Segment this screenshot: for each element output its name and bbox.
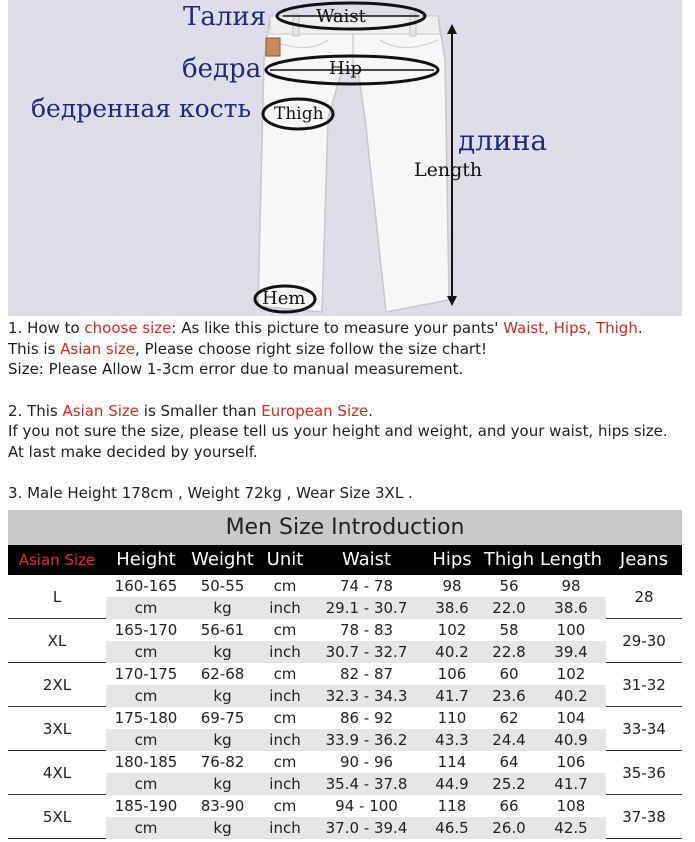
cell-hips-cm: 98: [442, 577, 462, 595]
cell-size: XL: [47, 631, 67, 650]
cell-waist-inch: 37.0 - 39.4: [325, 819, 408, 837]
cell-weight: 50-55: [200, 577, 245, 595]
cell-waist-cm: 94 - 100: [335, 797, 398, 815]
cell-unit-inch: inch: [269, 731, 301, 749]
cell-unit-cm: cm: [273, 621, 297, 639]
cell-hips-cm: 106: [437, 665, 467, 683]
cell-size: 3XL: [42, 719, 72, 738]
header-length: Length: [539, 549, 603, 570]
cell-unit-cm: cm: [273, 753, 297, 771]
note-highlight: Asian Size: [62, 401, 140, 420]
cell-hips-inch: 44.9: [435, 775, 469, 793]
cell-weight-unit: kg: [213, 731, 232, 749]
cell-thigh-cm: 58: [499, 621, 519, 639]
cell-unit-cm: cm: [273, 709, 297, 727]
note-text: .: [368, 401, 374, 420]
cell-jeans: 33-34: [622, 719, 666, 738]
cell-length-inch: 39.4: [554, 643, 588, 661]
note-text: is Smaller than: [139, 401, 262, 420]
cell-hips-inch: 43.3: [435, 731, 469, 749]
size-chart-table: [8, 510, 682, 839]
cell-height: 165-170: [114, 621, 178, 639]
cell-waist-cm: 82 - 87: [339, 665, 394, 683]
header-thigh: Thigh: [483, 549, 535, 570]
cell-height: 160-165: [114, 577, 178, 595]
header-asian-size: Asian Size: [18, 551, 96, 569]
cell-hips-cm: 118: [437, 797, 467, 815]
cell-height-unit: cm: [134, 775, 158, 793]
cell-length-inch: 40.9: [554, 731, 588, 749]
cell-waist-inch: 33.9 - 36.2: [325, 731, 408, 749]
header-unit: Unit: [266, 549, 304, 570]
table-row: [8, 663, 682, 707]
cell-thigh-inch: 25.2: [492, 775, 526, 793]
header-waist: Waist: [341, 549, 392, 570]
cell-thigh-cm: 56: [499, 577, 519, 595]
cell-unit-cm: cm: [273, 577, 297, 595]
cell-length-cm: 104: [556, 709, 586, 727]
cell-waist-inch: 30.7 - 32.7: [325, 643, 408, 661]
cell-weight: 62-68: [200, 665, 245, 683]
note-line-5: If you not sure the size, please tell us your height and weight, and your waist, hips size.: [8, 422, 668, 440]
table-row: [8, 795, 682, 839]
cell-unit-cm: cm: [273, 797, 297, 815]
cell-thigh-cm: 60: [499, 665, 519, 683]
note-text: , Please choose right size follow the size chart!: [134, 339, 487, 358]
cell-size: 5XL: [42, 807, 72, 826]
cell-weight-unit: kg: [213, 687, 232, 705]
label-waist-en: Waist: [316, 6, 366, 27]
cell-hips-inch: 40.2: [435, 643, 469, 661]
cell-size: 4XL: [42, 763, 72, 782]
cell-height-unit: cm: [134, 687, 158, 705]
cell-thigh-inch: 24.4: [492, 731, 526, 749]
size-notes: [8, 318, 688, 504]
cell-waist-inch: 35.4 - 37.8: [325, 775, 408, 793]
note-line-2: [8, 339, 688, 360]
cell-unit-inch: inch: [269, 599, 301, 617]
cell-hips-cm: 102: [437, 621, 467, 639]
pants-measurement-illustration: [8, 0, 682, 316]
cell-hips-inch: 38.6: [435, 599, 469, 617]
table-row: [8, 751, 682, 795]
header-height: Height: [116, 549, 176, 570]
label-thigh-en: Thigh: [274, 104, 324, 124]
label-hip-en: Hip: [329, 58, 362, 79]
table-header: [8, 545, 682, 575]
cell-thigh-inch: 22.8: [492, 643, 526, 661]
cell-jeans: 28: [634, 587, 654, 606]
cell-hips-cm: 110: [437, 709, 467, 727]
cell-height-unit: cm: [134, 819, 158, 837]
cell-unit-inch: inch: [269, 775, 301, 793]
cell-height: 180-185: [114, 753, 178, 771]
cell-unit-inch: inch: [269, 819, 301, 837]
table-body: [8, 575, 682, 839]
note-text: .: [637, 319, 643, 337]
cell-height-unit: cm: [134, 731, 158, 749]
table-row: [8, 619, 682, 663]
cell-waist-cm: 90 - 96: [339, 753, 394, 771]
cell-length-cm: 106: [556, 753, 586, 771]
cell-height: 175-180: [114, 709, 178, 727]
cell-waist-inch: 32.3 - 34.3: [325, 687, 408, 705]
cell-height: 185-190: [114, 797, 178, 815]
cell-weight: 56-61: [200, 621, 245, 639]
label-hem-en: Hem: [262, 288, 306, 309]
cell-jeans: 35-36: [622, 763, 666, 782]
label-length-ru: длина: [458, 124, 548, 157]
label-hip-ru: бедра: [182, 54, 262, 84]
cell-length-cm: 108: [556, 797, 586, 815]
cell-weight-unit: kg: [213, 599, 232, 617]
cell-weight-unit: kg: [213, 819, 232, 837]
table-row: [8, 707, 682, 751]
cell-waist-cm: 74 - 78: [339, 577, 394, 595]
label-length-en: Length: [414, 159, 483, 181]
cell-length-cm: 98: [561, 577, 581, 595]
cell-thigh-inch: 22.0: [492, 599, 526, 617]
cell-size: L: [52, 587, 62, 606]
label-waist-ru: Талия: [183, 2, 267, 32]
header-weight: Weight: [191, 549, 254, 570]
brand-tag: [266, 38, 280, 56]
cell-unit-inch: inch: [269, 687, 301, 705]
cell-thigh-cm: 66: [499, 797, 519, 815]
cell-unit-cm: cm: [273, 665, 297, 683]
cell-weight: 83-90: [200, 797, 245, 815]
cell-jeans: 31-32: [622, 675, 666, 694]
note-text: This is: [8, 339, 61, 358]
cell-hips-inch: 46.5: [435, 819, 469, 837]
cell-thigh-inch: 26.0: [492, 819, 526, 837]
note-text: 1. How to: [8, 319, 85, 337]
cell-length-cm: 100: [556, 621, 586, 639]
note-line-3: Size: Please Allow 1-3cm error due to manual measurement.: [8, 360, 464, 378]
cell-length-cm: 102: [556, 665, 586, 683]
cell-jeans: 29-30: [622, 631, 666, 650]
note-text: 2. This: [8, 401, 63, 420]
note-highlight: choose size: [84, 319, 172, 337]
table-row: [8, 575, 682, 619]
pants-drawing: [8, 0, 682, 316]
cell-weight-unit: kg: [213, 643, 232, 661]
cell-thigh-inch: 23.6: [492, 687, 526, 705]
table-title: Men Size Introduction: [8, 510, 682, 545]
cell-waist-cm: 86 - 92: [339, 709, 394, 727]
note-highlight: Asian size: [60, 339, 135, 358]
note-line-6: At last make decided by yourself.: [8, 442, 258, 461]
note-highlight: European Size: [261, 401, 369, 420]
cell-jeans: 37-38: [622, 807, 666, 826]
cell-size: 2XL: [42, 675, 72, 694]
cell-hips-inch: 41.7: [435, 687, 469, 705]
cell-thigh-cm: 64: [499, 753, 519, 771]
cell-length-inch: 41.7: [554, 775, 588, 793]
cell-length-inch: 40.2: [554, 687, 588, 705]
cell-thigh-cm: 62: [499, 709, 519, 727]
note-line-7: 3. Male Height 178cm , Weight 72kg , Wear Size 3XL .: [8, 484, 413, 502]
header-hips: Hips: [432, 549, 472, 570]
header-jeans: Jeans: [619, 549, 669, 570]
cell-weight: 69-75: [200, 709, 245, 727]
note-highlight: Waist, Hips, Thigh: [503, 319, 638, 337]
note-line-1: [8, 318, 688, 339]
cell-hips-cm: 114: [437, 753, 467, 771]
cell-weight: 76-82: [200, 753, 245, 771]
cell-height-unit: cm: [134, 599, 158, 617]
note-text: : As like this picture to measure your pants': [171, 319, 504, 337]
cell-height: 170-175: [114, 665, 178, 683]
cell-unit-inch: inch: [269, 643, 301, 661]
cell-waist-inch: 29.1 - 30.7: [325, 599, 408, 617]
cell-length-inch: 38.6: [554, 599, 588, 617]
label-thigh-ru: бедренная кость: [31, 94, 252, 123]
note-line-4: [8, 401, 688, 422]
cell-waist-cm: 78 - 83: [339, 621, 394, 639]
cell-height-unit: cm: [134, 643, 158, 661]
cell-weight-unit: kg: [213, 775, 232, 793]
cell-length-inch: 42.5: [554, 819, 588, 837]
